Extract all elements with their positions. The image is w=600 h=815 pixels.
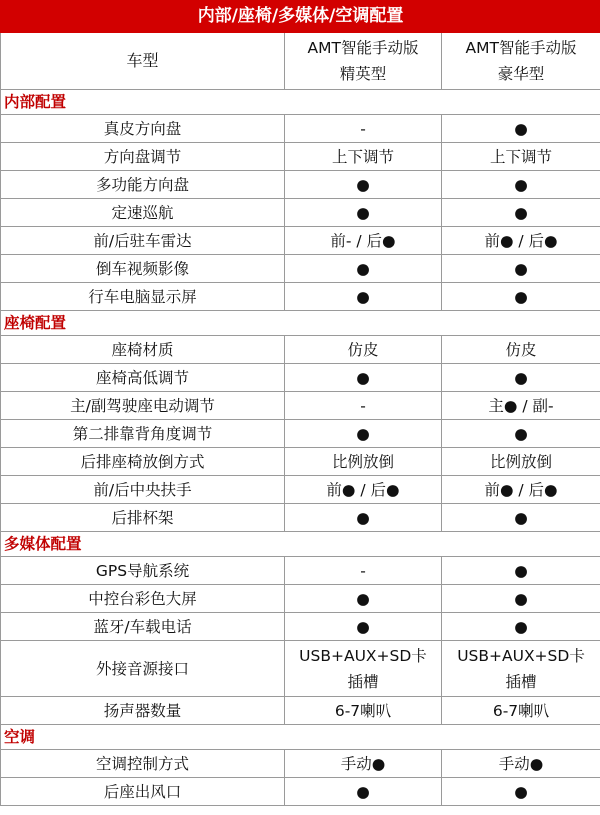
feature-label: 主/副驾驶座电动调节 [1,392,285,420]
luxury-value: 主● / 副- [442,392,600,420]
table-row [1,697,600,725]
section-row [1,532,600,557]
table-title: 内部/座椅/多媒体/空调配置 [1,1,600,33]
section-title: 内部配置 [1,90,600,115]
title-row [1,1,600,33]
luxury-value: ● [442,504,600,532]
table-row [1,283,600,311]
table-row [1,504,600,532]
header-row [1,33,600,90]
feature-label: 前/后驻车雷达 [1,227,285,255]
luxury-value: 比例放倒 [442,448,600,476]
section-title: 多媒体配置 [1,532,600,557]
spec-body [1,90,600,806]
elite-value: - [285,557,442,585]
luxury-value: 上下调节 [442,143,600,171]
section-row [1,725,600,750]
table-row [1,448,600,476]
table-row [1,476,600,504]
table-row [1,392,600,420]
feature-label: 后排杯架 [1,504,285,532]
feature-label: 座椅材质 [1,336,285,364]
elite-value: USB+AUX+SD卡 插槽 [285,641,442,697]
table-row [1,199,600,227]
luxury-value: 仿皮 [442,336,600,364]
feature-label: 中控台彩色大屏 [1,585,285,613]
luxury-value: ● [442,420,600,448]
elite-value: 上下调节 [285,143,442,171]
section-row [1,90,600,115]
elite-value: 仿皮 [285,336,442,364]
section-title: 座椅配置 [1,311,600,336]
elite-value: ● [285,504,442,532]
feature-label: 扬声器数量 [1,697,285,725]
table-row [1,255,600,283]
elite-value: - [285,115,442,143]
luxury-value: ● [442,199,600,227]
elite-value: ● [285,420,442,448]
table-row [1,115,600,143]
feature-label: GPS导航系统 [1,557,285,585]
elite-value: 前- / 后● [285,227,442,255]
elite-value: ● [285,364,442,392]
luxury-value: 前● / 后● [442,476,600,504]
elite-value: ● [285,199,442,227]
feature-label: 真皮方向盘 [1,115,285,143]
section-row [1,311,600,336]
elite-value: 6-7喇叭 [285,697,442,725]
section-title: 空调 [1,725,600,750]
table-row [1,778,600,806]
elite-value: 手动● [285,750,442,778]
feature-label: 多功能方向盘 [1,171,285,199]
luxury-value: ● [442,115,600,143]
table-row [1,336,600,364]
feature-label: 倒车视频影像 [1,255,285,283]
table-row [1,613,600,641]
feature-label: 蓝牙/车载电话 [1,613,285,641]
luxury-value: ● [442,255,600,283]
elite-value: 比例放倒 [285,448,442,476]
luxury-value: ● [442,778,600,806]
elite-value: 前● / 后● [285,476,442,504]
elite-value: - [285,392,442,420]
luxury-value: 6-7喇叭 [442,697,600,725]
model-column-label: 车型 [1,33,285,90]
elite-value: ● [285,613,442,641]
table-row [1,171,600,199]
table-row [1,420,600,448]
feature-label: 定速巡航 [1,199,285,227]
feature-label: 行车电脑显示屏 [1,283,285,311]
model-elite-header: AMT智能手动版 精英型 [285,33,442,90]
feature-label: 座椅高低调节 [1,364,285,392]
feature-label: 方向盘调节 [1,143,285,171]
luxury-value: ● [442,364,600,392]
luxury-value: 前● / 后● [442,227,600,255]
luxury-value: ● [442,613,600,641]
elite-value: ● [285,778,442,806]
elite-value: ● [285,585,442,613]
table-row [1,641,600,697]
elite-value: ● [285,255,442,283]
elite-value: ● [285,171,442,199]
feature-label: 外接音源接口 [1,641,285,697]
table-row [1,227,600,255]
luxury-value: USB+AUX+SD卡 插槽 [442,641,600,697]
feature-label: 后座出风口 [1,778,285,806]
table-row [1,585,600,613]
feature-label: 后排座椅放倒方式 [1,448,285,476]
luxury-value: ● [442,283,600,311]
table-row [1,364,600,392]
table-row [1,143,600,171]
luxury-value: ● [442,171,600,199]
feature-label: 第二排靠背角度调节 [1,420,285,448]
model-luxury-header: AMT智能手动版 豪华型 [442,33,600,90]
luxury-value: ● [442,557,600,585]
feature-label: 空调控制方式 [1,750,285,778]
table-row [1,557,600,585]
luxury-value: 手动● [442,750,600,778]
luxury-value: ● [442,585,600,613]
table-row [1,750,600,778]
feature-label: 前/后中央扶手 [1,476,285,504]
elite-value: ● [285,283,442,311]
